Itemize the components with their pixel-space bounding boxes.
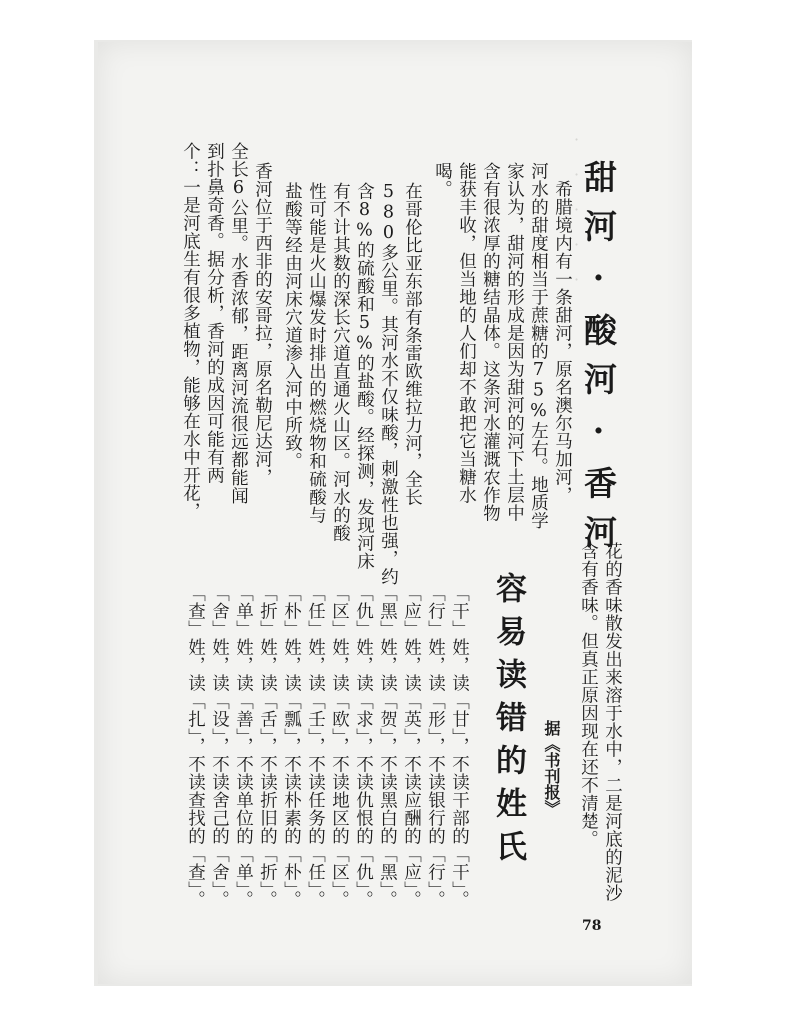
page-number: 78	[582, 918, 602, 934]
text-line: 香河位于西非的安哥拉，原名勒尼达河，	[252, 162, 273, 486]
surname-line: 「舍」姓，读「设」，不读舍己的「舍」。	[209, 584, 230, 909]
text-line: 580多公里。其河水不仅味酸，刺激性也强，约	[378, 182, 399, 586]
surname-line: 「单」姓，读「善」，不读单位的「单」。	[233, 584, 254, 909]
text-line: 希腊境内有一条甜河，原名澳尔马加河，	[552, 180, 573, 504]
bleed-through-texture: · · · · ·	[567, 130, 586, 289]
surname-line: 「干」姓，读「甘」，不读干部的「干」。	[449, 584, 470, 909]
text-line: 盐酸等经由河床穴道渗入河中所致。	[282, 182, 303, 470]
book-page	[98, 42, 692, 984]
text-line: 到扑鼻奇香。据分析，香河的成因可能有两	[204, 142, 225, 484]
surname-line: 「行」姓，读「形」，不读银行的「行」。	[425, 584, 446, 909]
surname-line: 「区」姓，读「欧」，不读地区的「区」。	[329, 584, 350, 909]
text-line: 家认为，甜河的形成是因为甜河的河下土层中	[504, 162, 525, 522]
surname-line: 「应」姓，读「英」，不读应酬的「应」。	[401, 584, 422, 909]
article-source: 据《书刊报》	[542, 720, 561, 816]
text-line: 喝。	[432, 162, 453, 198]
text-line: 性可能是火山爆发时排出的燃烧物和硫酸与	[306, 182, 327, 524]
surname-line: 「查」姓，读「扎」，不读查找的「查」。	[185, 584, 206, 909]
surname-line: 「朴」姓，读「瓢」，不读朴素的「朴」。	[281, 584, 302, 909]
text-line: 在哥伦比亚东部有条雷欧维拉力河，全长	[402, 182, 423, 506]
surname-line: 「仇」姓，读「求」，不读仇恨的「仇」。	[353, 584, 374, 909]
text-line: 含有香味。但真正原因现在还不清楚。	[578, 542, 599, 848]
text-line: 花的香味散发出来溶于水中，二是河底的泥沙	[602, 542, 623, 902]
surname-line: 「任」姓，读「壬」，不读任务的「任」。	[305, 584, 326, 909]
text-line: 有不计其数的深长穴道直通火山区。河水的酸	[330, 182, 351, 542]
article-title: 容易读错的姓氏	[490, 572, 526, 873]
text-line: 河水的甜度相当于蔗糖的75%左右。地质学	[528, 162, 549, 530]
text-line: 个：一是河底生有很多植物，能够在水中开花，	[180, 142, 201, 520]
article-title: 甜河·酸河·香河	[579, 160, 618, 564]
text-line: 全长6公里。水香浓郁，距离河流很远都能闻	[228, 142, 249, 505]
surname-line: 「黑」姓，读「贺」，不读黑白的「黑」。	[377, 584, 398, 909]
text-line: 含有很浓厚的糖结晶体。这条河水灌溉农作物	[480, 162, 501, 522]
surname-line: 「折」姓，读「舌」，不读折旧的「折」。	[257, 584, 278, 909]
text-line: 能获丰收，但当地的人们却不敢把它当糖水	[456, 162, 477, 504]
text-line: 含8%的硫酸和5%的盐酸。经探测，发现河床	[354, 182, 375, 570]
